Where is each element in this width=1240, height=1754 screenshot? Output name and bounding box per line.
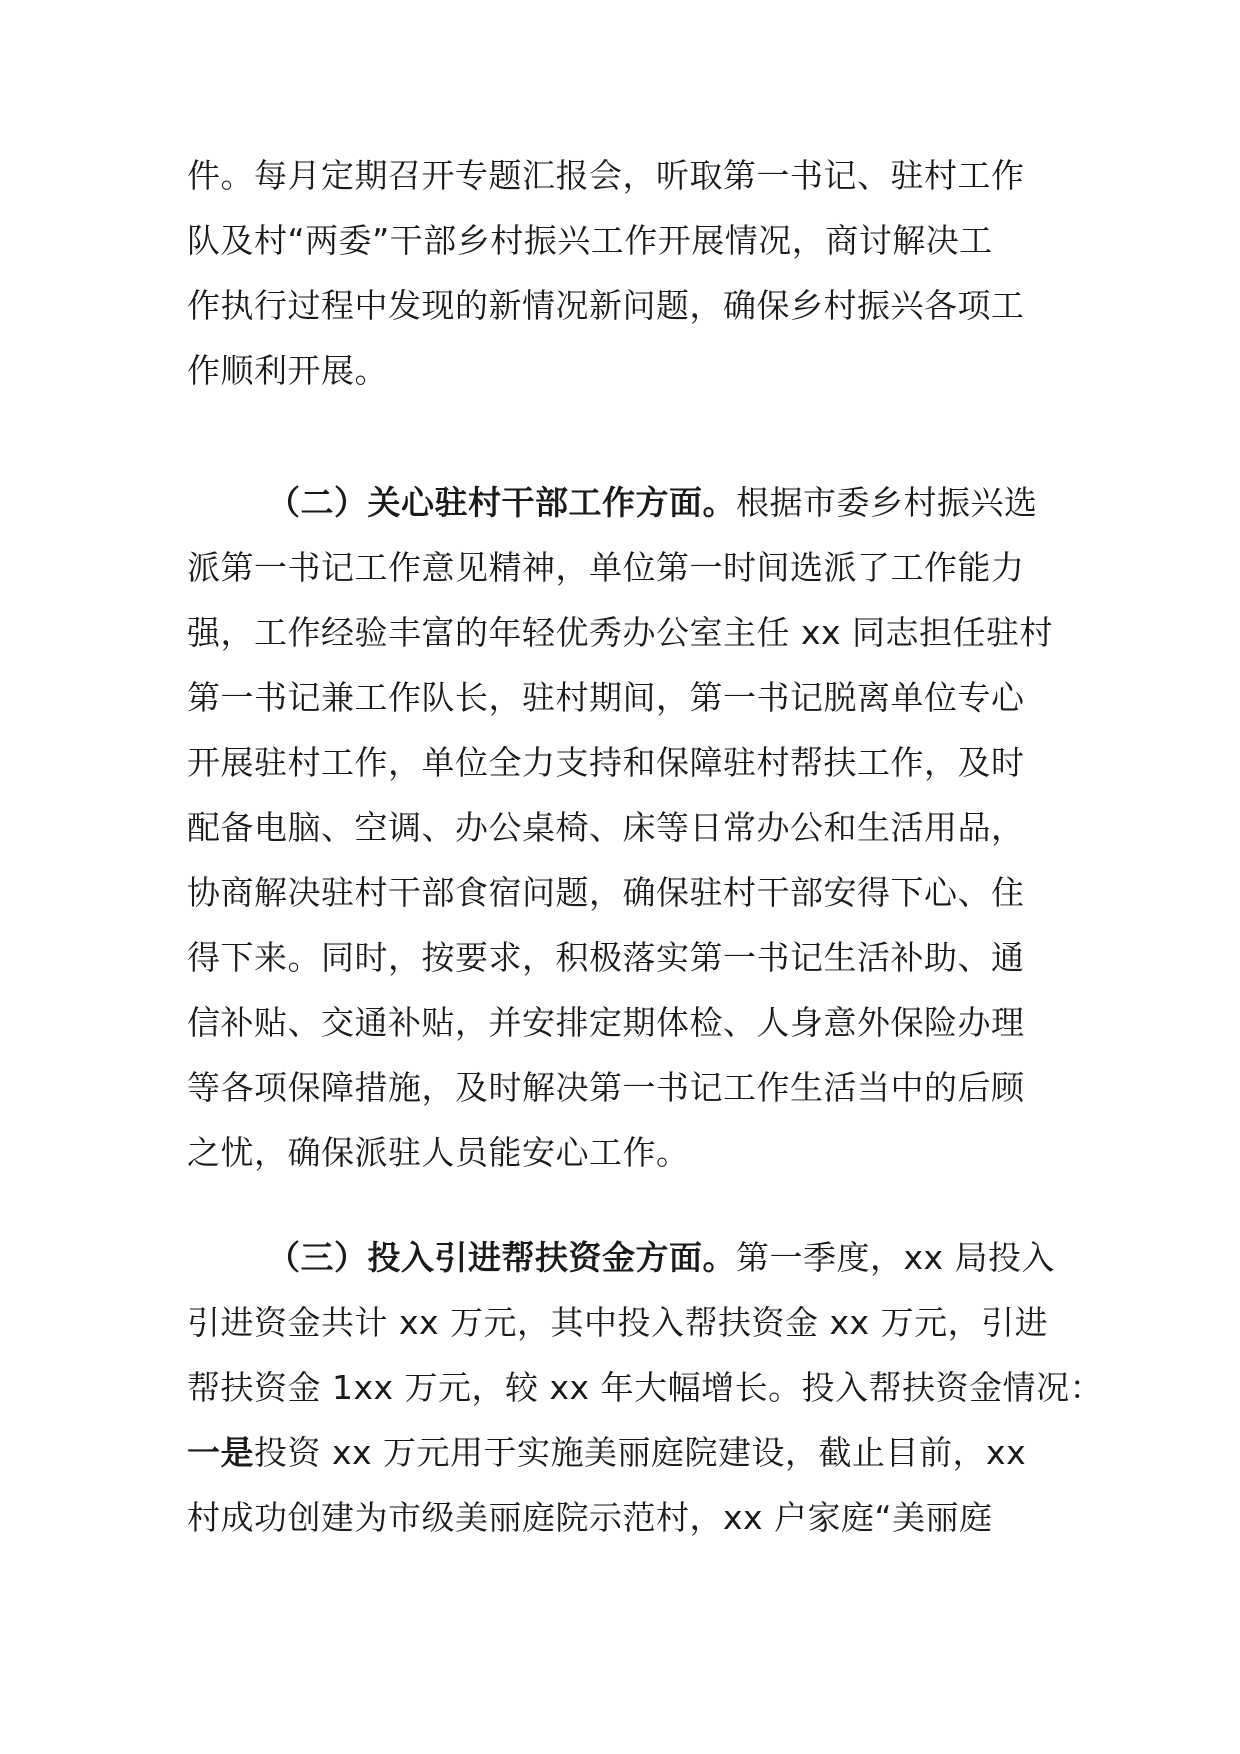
text-run: 第一季度，xx 局投入	[736, 1238, 1056, 1277]
text-line: 配备电脑、空调、办公桌椅、床等日常办公和生活用品，	[187, 808, 1025, 847]
paragraph-cadre-care	[187, 470, 1087, 1185]
paragraph-first-line	[187, 1225, 1087, 1290]
paragraph-first-line	[187, 470, 1087, 535]
text-line: 引进资金共计 xx 万元，其中投入帮扶资金 xx 万元，引进	[187, 1303, 1049, 1342]
item-label: 一是	[187, 1433, 254, 1472]
text-line: 作顺利开展。	[187, 351, 388, 390]
paragraph-funding	[187, 1225, 1104, 1550]
text-line: 帮扶资金 1xx 万元，较 xx 年大幅增长。投入帮扶资金情况：	[187, 1368, 1104, 1407]
text-run: 根据市委乡村振兴选	[736, 483, 1038, 522]
text-line: 作执行过程中发现的新情况新问题，确保乡村振兴各项工	[187, 286, 1025, 325]
text-line: 协商解决驻村干部食宿问题，确保驻村干部安得下心、住	[187, 873, 1025, 912]
text-line: 派第一书记工作意见精神，单位第一时间选派了工作能力	[187, 548, 1025, 587]
text-line: 之忧，确保派驻人员能安心工作。	[187, 1133, 690, 1172]
text-line: 强，工作经验丰富的年轻优秀办公室主任 xx 同志担任驻村	[187, 613, 1054, 652]
item-one-line	[187, 1420, 1087, 1485]
text-line: 开展驻村工作，单位全力支持和保障驻村帮扶工作，及时	[187, 743, 1025, 782]
section-heading: （三）投入引进帮扶资金方面。	[267, 1238, 736, 1277]
text-line: 村成功创建为市级美丽庭院示范村，xx 户家庭“美丽庭	[187, 1498, 993, 1537]
text-line: 信补贴、交通补贴，并安排定期体检、人身意外保险办理	[187, 1003, 1025, 1042]
text-line: 等各项保障措施，及时解决第一书记工作生活当中的后顾	[187, 1068, 1025, 1107]
text-line: 件。每月定期召开专题汇报会，听取第一书记、驻村工作	[187, 156, 1025, 195]
text-line: 第一书记兼工作队长，驻村期间，第一书记脱离单位专心	[187, 678, 1025, 717]
text-run: 投资 xx 万元用于实施美丽庭院建设，截止目前，xx	[254, 1433, 1027, 1472]
section-heading: （二）关心驻村干部工作方面。	[267, 483, 736, 522]
paragraph-continuation	[187, 143, 1087, 403]
text-line: 得下来。同时，按要求，积极落实第一书记生活补助、通	[187, 938, 1025, 977]
text-line: 队及村“两委”干部乡村振兴工作开展情况，商讨解决工	[187, 221, 993, 260]
